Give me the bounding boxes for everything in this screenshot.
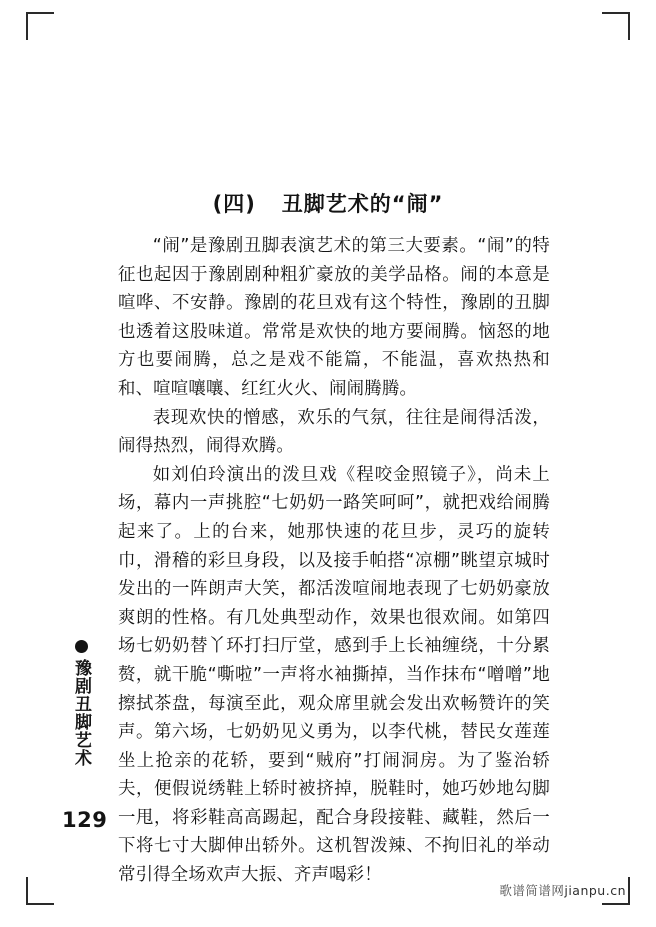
page-number: 129 [62, 808, 108, 832]
watermark-text: 歌谱简谱网 [499, 883, 565, 898]
paragraph: 如刘伯玲演出的泼旦戏《程咬金照镜子》，尚未上场，幕内一声挑腔“七奶奶一路笑呵呵”，就把戏给闹腾起来了。上的台来，她那快速的花旦步，灵巧的旋转巾，滑稽的彩旦身段，以及接手帕搭“凉棚”眺望京城时发出的一阵朗声大笑，都活泼喧闹地表现了七奶奶豪放爽朗的性格。有几处典型动作，效果也很欢闹。如第四场七奶奶替丫环打扫厅堂，感到手上长袖缠绕，十分累赘，就干脆“嘶啦”一声将水袖撕掉，当作抹布“噌噌”地擦拭茶盘，每演至此，观众席里就会发出欢畅赞许的笑声。第六场，七奶奶见义勇为，以李代桃，替民女莲莲坐上抢亲的花轿，要到“贼府”打闹洞房。为了鉴治轿夫，便假说绣鞋上轿时被挤掉，脱鞋时，她巧妙地勾脚一甩，将彩鞋高高踢起，配合身段接鞋、藏鞋，然后一下将七寸大脚伸出轿外。这机智泼辣、不拘旧礼的举动常引得全场欢声大振、齐声喝彩！ [118, 464, 550, 886]
watermark-site: jianpu.cn [564, 883, 626, 898]
paragraph: 表现欢快的憎感，欢乐的气氛，往往是闹得活泼，闹得热烈，闹得欢腾。 [118, 407, 550, 457]
page-corner-mark-top-right [602, 12, 630, 40]
running-head-label: 豫剧丑脚艺术 [71, 659, 91, 767]
body-text [118, 232, 550, 890]
bullet-icon [75, 640, 88, 653]
section-number: (四) [212, 192, 256, 216]
page-corner-mark-top-left [26, 12, 54, 40]
section-title-text: 丑脚艺术的“闹” [281, 192, 444, 216]
section-heading [0, 188, 656, 218]
page-corner-mark-bottom-left [26, 877, 54, 905]
watermark [499, 881, 626, 899]
running-head [64, 640, 98, 771]
paragraph: “闹”是豫剧丑脚表演艺术的第三大要素。“闹”的特征也起因于豫剧剧种粗犷豪放的美学品格。闹的本意是喧哗、不安静。豫剧的花旦戏有这个特性，豫剧的丑脚也透着这股味道。常常是欢快的地方要闹腾。恼怒的地方也要闹腾，总之是戏不能篇，不能温，喜欢热热和和、喧喧嚷嚷、红红火火、闹闹腾腾。 [118, 236, 550, 399]
